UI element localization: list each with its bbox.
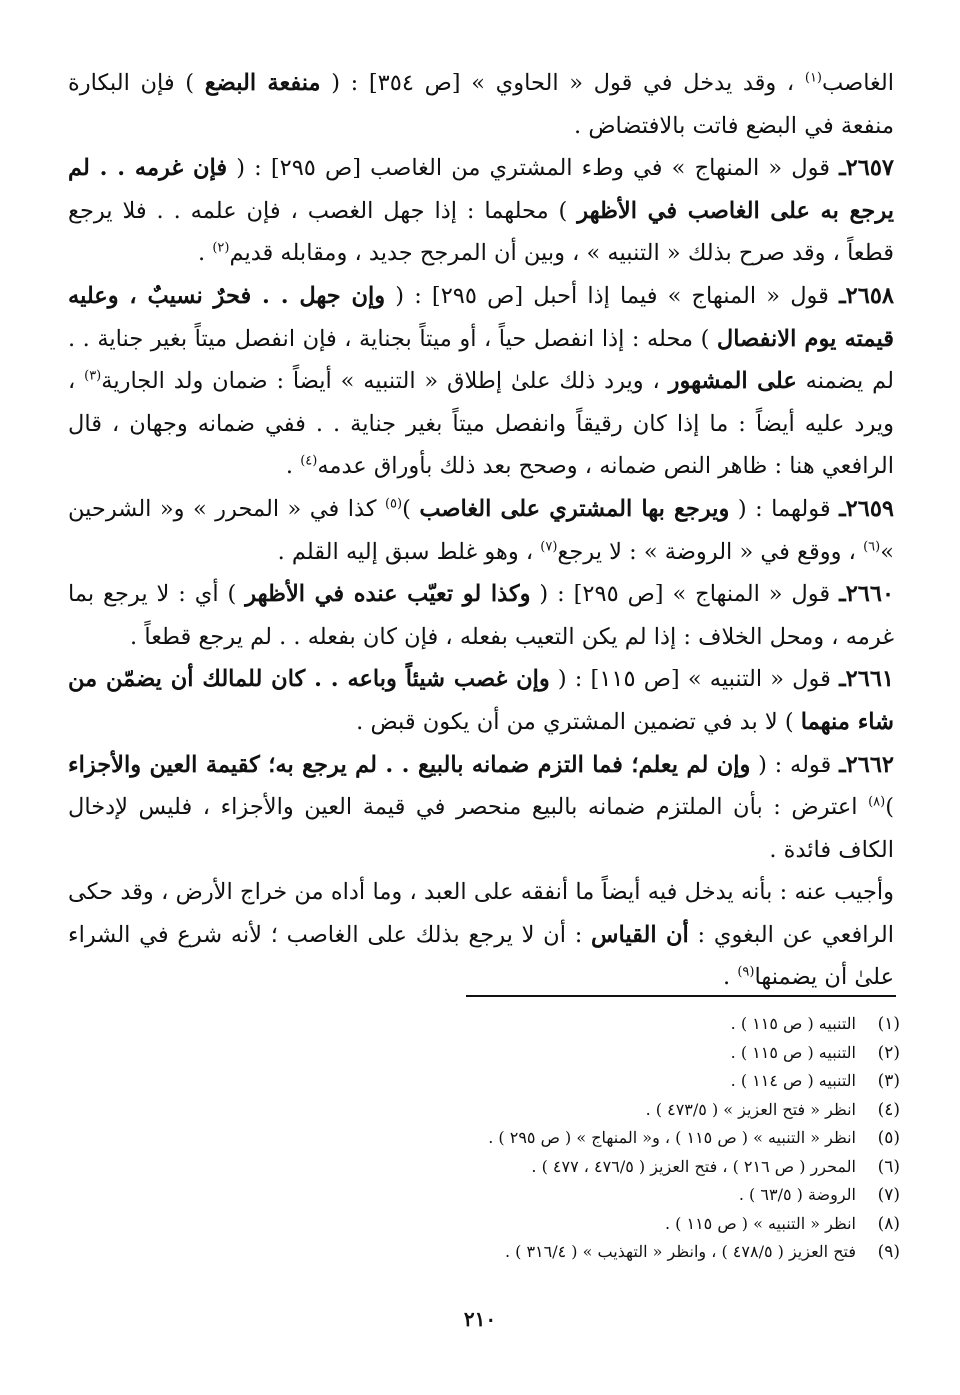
text-segment: .: [285, 453, 301, 480]
footnote: [60, 1039, 900, 1068]
footnote-ref: (٧): [540, 539, 558, 555]
footnote: [60, 1010, 900, 1039]
paragraph: [68, 147, 894, 275]
main-text: [68, 62, 894, 999]
footnote: [60, 1181, 900, 1210]
footnote-number: (١): [877, 1014, 900, 1034]
footnote-number: (٩): [877, 1242, 900, 1262]
bold-text: ويرجع بها المشتري على الغاصب: [419, 495, 730, 522]
text-segment: ) فإن البكارة منفعة في البضع فاتت بالافتضاض .: [68, 70, 894, 139]
footnote: [60, 1096, 900, 1125]
paragraph: [68, 871, 894, 999]
bold-text: ٢٦٦١ـ: [839, 666, 894, 693]
footnote-number: (٦): [877, 1156, 900, 1177]
text-segment: ، ويرد عليه أيضاً : ما إذا كان رقيقاً وانفصل ميتاً بغير جناية . . ففي ضمانه وجهان ، قال الرافعي هنا : ظاهر النص ضمانه ، وصحح بعد ذلك بأوراق عدمه: [68, 368, 894, 480]
paragraph: [68, 62, 894, 147]
text-segment: قولهما : (: [729, 495, 840, 522]
text-segment: قول « المنهاج » في وطء المشتري من الغاصب [ص ٢٩٥] : (: [227, 155, 840, 182]
footnote-ref: (١): [804, 70, 822, 86]
page-number: ٢١٠: [463, 1307, 497, 1331]
footnote-text: التنبيه ( ص ١١٥ ) .: [730, 1042, 856, 1062]
footnote-ref: (٦): [863, 539, 881, 555]
text-segment: ): [885, 794, 894, 821]
text-segment: .: [198, 240, 213, 267]
bold-text: أن القياس: [591, 921, 689, 948]
bold-text: وكذا لو تعيّب عنده في الأظهر: [245, 581, 531, 608]
footnote-text: انظر « التنبيه » ( ص ١١٥ ) .: [664, 1213, 856, 1233]
text-segment: قول « المنهاج » [ص ٢٩٥] : (: [530, 581, 840, 608]
footnote: [60, 1238, 900, 1267]
footnote-ref: (٨): [868, 794, 886, 810]
bold-text: فإن غرمه . . لم يرجع به على الغاصب في الأظهر: [68, 155, 895, 224]
footnote: [60, 1124, 900, 1153]
bold-text: وإن غصب شيئاً وباعه . . كان للمالك أن يضمّن من شاء منهما: [68, 666, 894, 735]
paragraph: [68, 658, 894, 743]
footnote-text: الروضة ( ٦٣/٥ ) .: [738, 1185, 856, 1204]
footnote-ref: (٤): [300, 453, 318, 469]
bold-text: على المشهور: [668, 368, 797, 395]
text-segment: اعترض : بأن الملتزم ضمانه بالبيع منحصر في قيمة العين والأجزاء ، فليس لإدخال الكاف فائدة .: [68, 794, 894, 863]
bold-text: منفعة البضع: [204, 70, 321, 96]
footnote-text: التنبيه ( ص ١١٤ ) .: [730, 1071, 856, 1090]
paragraph: [68, 275, 894, 488]
text-segment: قول « التنبيه » [ص ١١٥] : (: [549, 666, 840, 693]
text-segment: ، ويرد ذلك علىٰ إطلاق « التنبيه » أيضاً : ضمان ولد الجارية: [101, 368, 669, 395]
text-segment: ) أي : لا يرجع بما غرمه ، ومحل الخلاف : إذا لم يكن التعيب بفعله ، فإن كان بفعله . . لم يرجع قطعاً .: [68, 581, 894, 650]
text-segment: ، ووقع في « الروضة » : لا يرجع: [557, 538, 864, 565]
text-segment: ، وهو غلط سبق إليه القلم .: [277, 538, 541, 565]
footnote-number: (٢): [877, 1042, 900, 1063]
footnote-text: التنبيه ( ص ١١٥ ) .: [730, 1014, 856, 1033]
footnote-number: (٨): [877, 1213, 900, 1234]
footnote: [60, 1153, 900, 1182]
footnote-text: انظر « التنبيه » ( ص ١١٥ ) ، و« المنهاج » ( ص ٢٩٥ ) .: [488, 1128, 856, 1147]
footnote-number: (٤): [877, 1099, 900, 1120]
footnote: [60, 1067, 900, 1096]
bold-text: ٢٦٦٢ـ: [839, 751, 894, 778]
footnote-text: المحرر ( ص ٢١٦ ) ، فتح العزيز ( ٤٧٦/٥ ، ٤٧٧ ) .: [531, 1156, 856, 1176]
text-segment: : أن لا يرجع بذلك على الغاصب ؛ لأنه شرع في الشراء علىٰ أن يضمنها: [68, 921, 894, 991]
footnote-text: فتح العزيز ( ٤٧٨/٥ ) ، وانظر « التهذيب » ( ٣١٦/٤ ) .: [504, 1242, 856, 1261]
paragraph: [68, 744, 894, 872]
text-segment: قوله : (: [750, 751, 840, 778]
paragraph: [68, 488, 894, 573]
text-segment: كذا في « المحرر » و« الشرحين »: [68, 495, 894, 565]
footnote-number: (٥): [877, 1128, 900, 1148]
text-segment: قول « المنهاج » فيما إذا أحبل [ص ٢٩٥] : (: [385, 282, 840, 309]
bold-text: ٢٦٥٨ـ: [839, 282, 895, 309]
footnote-number: (٣): [877, 1071, 900, 1091]
footnote-ref: (٥): [384, 496, 403, 512]
footnote-text: انظر « فتح العزيز » ( ٤٧٣/٥ ) .: [645, 1099, 856, 1119]
bold-text: وإن جهل . . فحرٌ نسيبٌ ، وعليه قيمته يوم الانفصال: [68, 282, 894, 352]
footnotes: [60, 1010, 900, 1267]
text-segment: ) لا بد في تضمين المشتري من أن يكون قبض .: [356, 708, 801, 735]
text-segment: ) محلهما : إذا جهل الغصب ، فإن علمه . . فلا يرجع قطعاً ، وقد صرح بذلك « التنبيه » ، وبين أن المرجح جديد ، ومقابله قديم: [68, 197, 894, 267]
footnote-ref: (٣): [84, 368, 102, 384]
text-segment: ): [402, 495, 420, 522]
bold-text: وإن لم يعلم؛ فما التزم ضمانه بالبيع . . لم يرجع به؛ كقيمة العين والأجزاء: [68, 751, 751, 778]
text-segment: وأجيب عنه : بأنه يدخل فيه أيضاً ما أنفقه على العبد ، وما أداه من خراج الأرض ، وقد حكى الرافعي عن البغوي :: [68, 879, 894, 948]
bold-text: ٢٦٥٧ـ: [839, 155, 895, 182]
text-segment: ) محله : إذا انفصل حياً ، أو ميتاً بجناية ، فإن انفصل ميتاً بغير جناية . . لم يضمنه: [68, 325, 894, 395]
footnote-ref: (٢): [212, 240, 230, 256]
bold-text: ٢٦٥٩ـ: [839, 495, 894, 522]
paragraph: [68, 573, 894, 658]
text-segment: ، وقد يدخل في قول « الحاوي » [ص ٣٥٤] : (: [320, 70, 805, 96]
footnote: [60, 1210, 900, 1239]
footnote-number: (٧): [877, 1185, 900, 1205]
text-segment: الغاصب: [822, 70, 895, 96]
text-segment: .: [723, 964, 738, 991]
bold-text: ٢٦٦٠ـ: [839, 581, 895, 608]
footnote-separator: [466, 995, 896, 997]
footnote-ref: (٩): [737, 964, 755, 980]
